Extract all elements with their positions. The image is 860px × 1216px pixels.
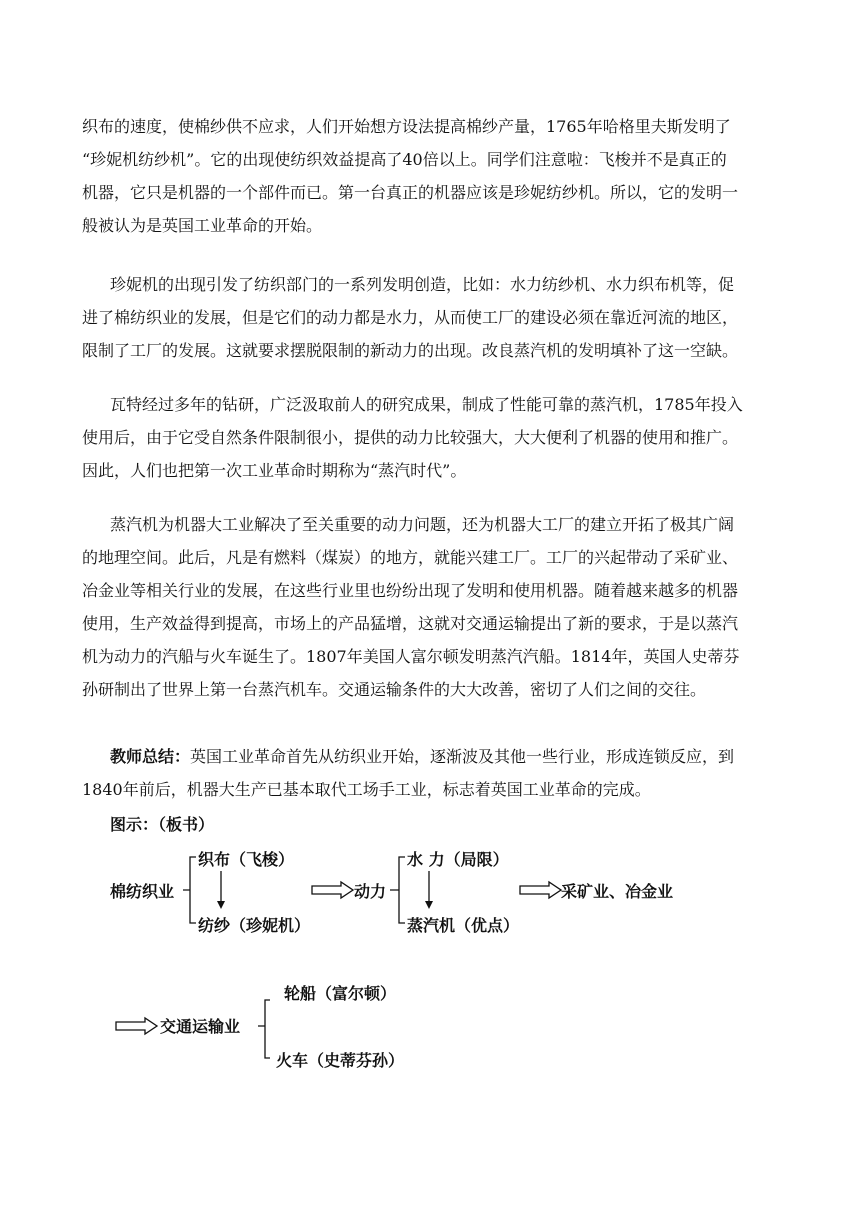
- text-line: 瓦特经过多年的钻研，广泛汲取前人的研究成果，制成了性能可靠的蒸汽机，1785年投入: [110, 395, 743, 414]
- node-weaving: 织布（飞梭）: [198, 850, 295, 869]
- text-line: 使用，生产效益得到提高，市场上的产品猛增，这就对交通运输提出了新的要求，于是以蒸汽: [82, 614, 739, 633]
- text-line: 机为动力的汽船与火车诞生了。1807年美国人富尔顿发明蒸汽汽船。1814年，英国人史蒂芬: [82, 647, 740, 666]
- bracket-line: [183, 857, 196, 923]
- text-line: “珍妮机纺纱机”。它的出现使纺织效益提高了40倍以上。同学们注意啦：飞梭并不是真正的: [82, 150, 727, 169]
- node-spinning: 纺纱（珍妮机）: [198, 916, 311, 935]
- text-line: 进了棉纺织业的发展，但是它们的动力都是水力，从而使工厂的建设必须在靠近河流的地区，: [82, 308, 739, 327]
- node-water-power: 水 力（局限）: [407, 850, 509, 869]
- text-line: 机器，它只是机器的一个部件而已。第一台真正的机器应该是珍妮纺纱机。所以，它的发明一: [82, 183, 739, 202]
- summary-text: 英国工业革命首先从纺织业开始，逐渐波及其他一些行业，形成连锁反应，到: [190, 747, 735, 766]
- node-transport: 交通运输业: [160, 1017, 241, 1036]
- hollow-arrow-icon: [116, 1018, 157, 1034]
- text-line: 孙研制出了世界上第一台蒸汽机车。交通运输条件的大大改善，密切了人们之间的交往。: [82, 680, 707, 699]
- text-line: 蒸汽机为机器大工业解决了至关重要的动力问题，还为机器大工厂的建立开拓了极其广阔: [110, 515, 735, 534]
- node-locomotive: 火车（史蒂芬孙）: [276, 1051, 405, 1070]
- text-line: 珍妮机的出现引发了纺织部门的一系列发明创造，比如：水力纺纱机、水力织布机等，促: [110, 275, 735, 294]
- bracket-line: [258, 1000, 270, 1058]
- text-line: 的地理空间。此后，凡是有燃料（煤炭）的地方，就能兴建工厂。工厂的兴起带动了采矿业、: [82, 548, 739, 567]
- bracket-line: [390, 857, 405, 923]
- text-line: 使用后，由于它受自然条件限制很小，提供的动力比较强大，大大便利了机器的使用和推广。: [82, 428, 739, 447]
- node-steamship: 轮船（富尔顿）: [284, 984, 397, 1003]
- node-steam-engine: 蒸汽机（优点）: [407, 916, 520, 935]
- node-cotton-textile: 棉纺织业: [110, 882, 175, 901]
- arrowhead: [425, 901, 433, 909]
- summary-line: 1840年前后，机器大生产已基本取代工场手工业，标志着英国工业革命的完成。: [82, 780, 651, 799]
- text-line: 冶金业等相关行业的发展，在这些行业里也纷纷出现了发明和使用机器。随着越来越多的机器: [82, 581, 739, 600]
- hollow-arrow-icon: [520, 882, 561, 898]
- diagram-title: 图示：（板书）: [110, 815, 215, 834]
- text-line: 织布的速度，使棉纱供不应求，人们开始想方设法提高棉纱产量，1765年哈格里夫斯发明了: [82, 117, 731, 136]
- arrowhead: [217, 901, 225, 909]
- text-line: 般被认为是英国工业革命的开始。: [82, 216, 323, 235]
- text-line: 因此，人们也把第一次工业革命时期称为“蒸汽时代”。: [82, 461, 467, 480]
- node-power: 动力: [354, 882, 387, 901]
- node-mining-metallurgy: 采矿业、冶金业: [561, 882, 674, 901]
- text-line: 限制了工厂的发展。这就要求摆脱限制的新动力的出现。改良蒸汽机的发明填补了这一空缺。: [82, 341, 739, 360]
- hollow-arrow-icon: [312, 882, 353, 898]
- summary-label: 教师总结：: [110, 747, 191, 766]
